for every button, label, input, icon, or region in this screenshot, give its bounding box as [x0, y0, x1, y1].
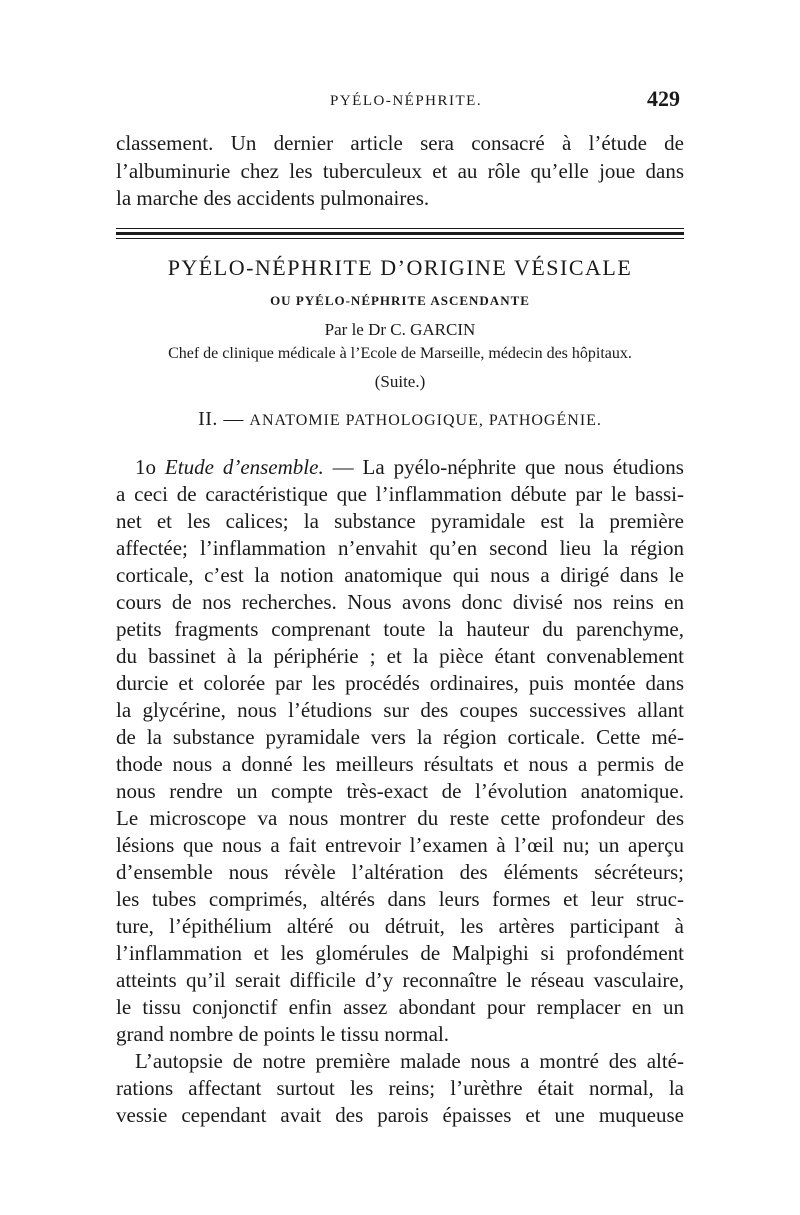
paragraph-lead-title: Etude d’ensemble. — [164, 455, 324, 479]
text-line: du bassinet à la périphérie ; et la pièce étant convenablement — [116, 644, 684, 668]
separator-rule-top — [116, 228, 684, 229]
text-line: L’autopsie de notre première malade nous a montré des alté- — [135, 1049, 684, 1073]
text-line: le tissu conjonctif enfin assez abondant pour remplacer en un — [116, 995, 684, 1019]
text-line: atteints qu’il serait difficile d’y reconnaître le réseau vasculaire, — [116, 968, 684, 992]
text-line: petits fragments comprenant toute la hauteur du parenchyme, — [116, 617, 684, 641]
text-line: net et les calices; la substance pyramidale est la première — [116, 509, 684, 533]
text-line: corticale, c’est la notion anatomique qui nous a dirigé dans le — [116, 563, 684, 587]
text-line: grand nombre de points le tissu normal. — [116, 1022, 450, 1046]
section-title: ANATOMIE PATHOLOGIQUE, PATHOGÉNIE. — [249, 412, 602, 429]
text-line: lésions que nous a fait entrevoir l’examen à l’œil nu; un aperçu — [116, 833, 684, 857]
article-subtitle: OU PYÉLO-NÉPHRITE ASCENDANTE — [270, 293, 530, 308]
text-line: rations affectant surtout les reins; l’urèthre était normal, la — [116, 1076, 684, 1100]
text-line: de la substance pyramidale vers la région corticale. Cette mé- — [116, 725, 684, 749]
author-byline: Par le Dr C. GARCIN — [324, 320, 476, 339]
paragraph-number: 1o — [135, 455, 156, 479]
text-line: l’inflammation et les glomérules de Malpighi si profondément — [116, 941, 684, 965]
text-line: nous rendre un compte très-exact de l’évolution anatomique. — [116, 779, 684, 803]
text-line: durcie et colorée par les procédés ordinaires, puis montée dans — [116, 671, 684, 695]
text-line: Le microscope va nous montrer du reste cette profondeur des — [116, 806, 684, 830]
text-line: classement. Un dernier article sera consacré à l’étude de — [116, 131, 684, 155]
separator-rule-thick — [116, 232, 684, 235]
section-number: II. — — [198, 408, 244, 430]
text-line: la marche des accidents pulmonaires. — [116, 186, 430, 210]
text-line: l’albuminurie chez les tuberculeux et au rôle qu’elle joue dans — [116, 159, 684, 183]
text-line: vessie cependant avait des parois épaisses et une muqueuse — [116, 1103, 684, 1127]
continuation-note: (Suite.) — [374, 372, 426, 391]
text-line: d’ensemble nous révèle l’altération des éléments sécréteurs; — [116, 860, 684, 884]
text-line: affectée; l’inflammation n’envahit qu’en second lieu la région — [116, 536, 684, 560]
text-line: a ceci de caractéristique que l’inflammation débute par le bassi- — [116, 482, 684, 506]
page-number: 429 — [647, 86, 680, 111]
text-line: la glycérine, nous l’étudions sur des coupes successives allant — [116, 698, 684, 722]
author-affiliation: Chef de clinique médicale à l’Ecole de Marseille, médecin des hôpitaux. — [168, 345, 632, 362]
text-line: ture, l’épithélium altéré ou détruit, les artères participant à — [116, 914, 684, 938]
paragraph-first-line — [135, 452, 684, 482]
section-heading — [100, 408, 700, 431]
article-title: PYÉLO-NÉPHRITE D’ORIGINE VÉSICALE — [167, 255, 633, 280]
text-line: les tubes comprimés, altérés dans leurs formes et leur struc- — [116, 887, 684, 911]
text-line: thode nous a donné les meilleurs résultats et nous a permis de — [116, 752, 684, 776]
paragraph-first-line-text: — La pyélo-néphrite que nous étudions — [332, 455, 684, 479]
text-line: cours de nos recherches. Nous avons donc divisé nos reins en — [116, 590, 684, 614]
running-title: PYÉLO-NÉPHRITE. — [330, 93, 483, 109]
separator-rule-bottom — [116, 238, 684, 239]
